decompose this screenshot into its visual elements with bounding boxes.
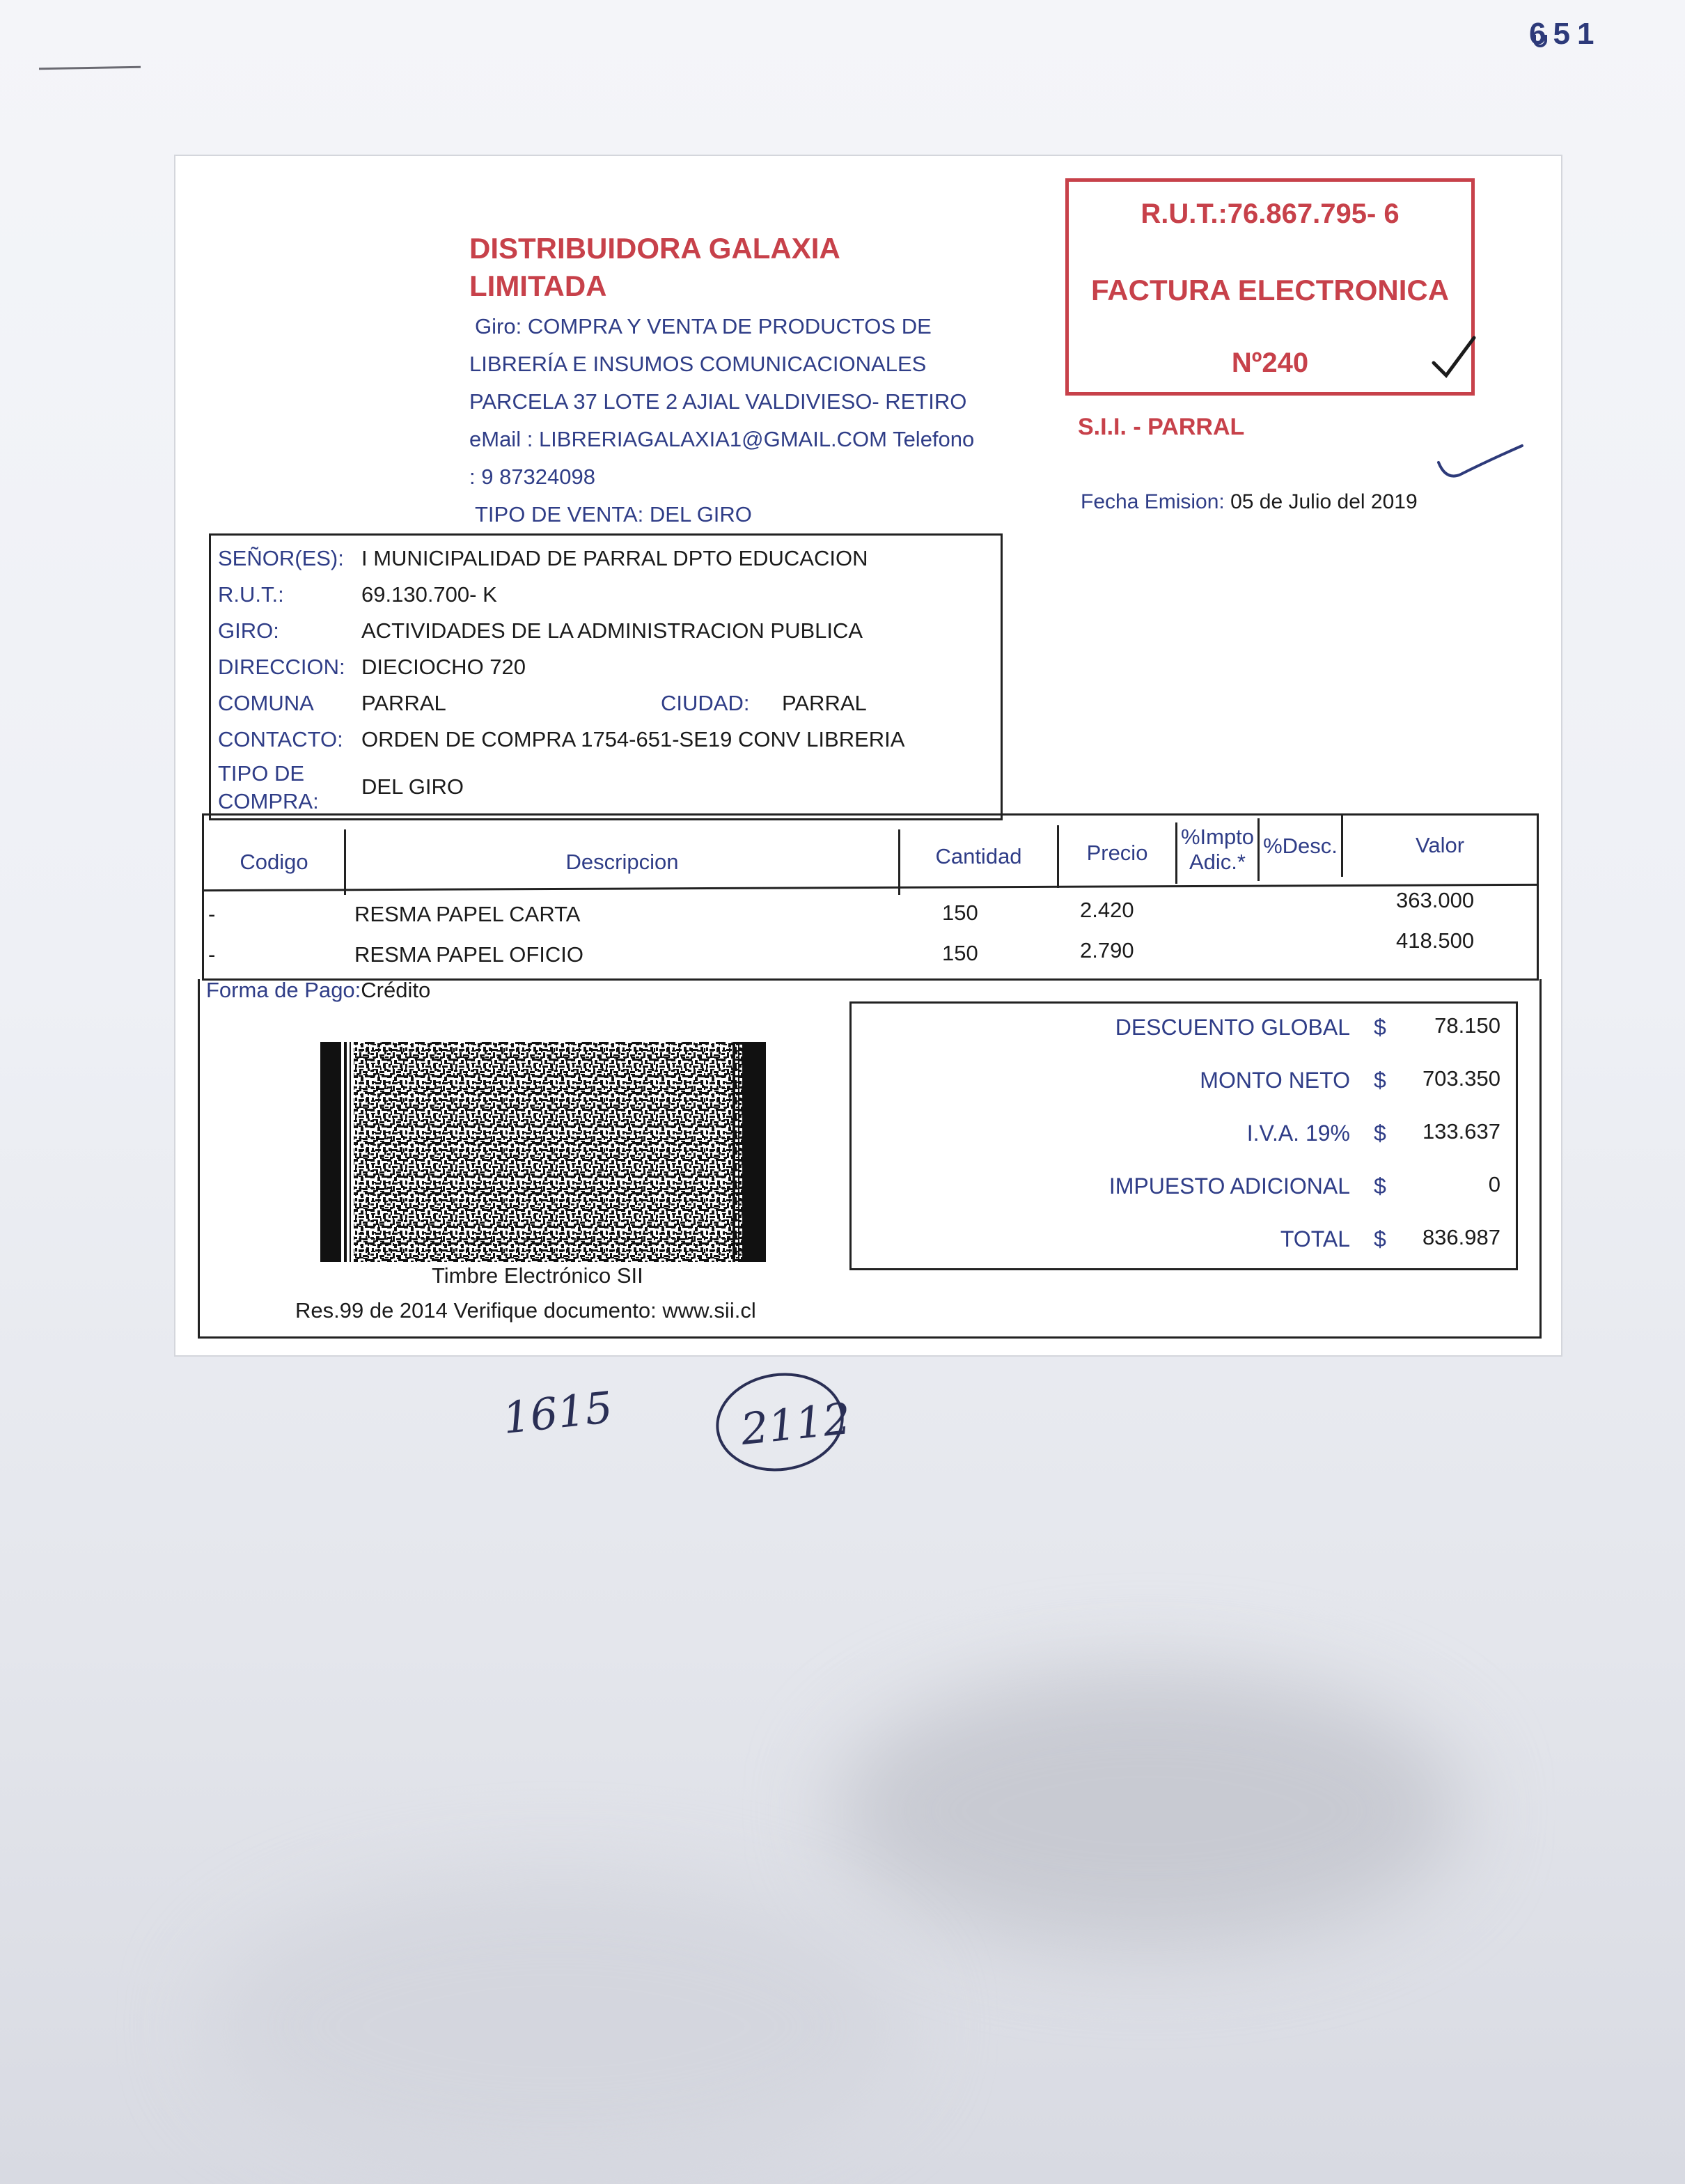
row-valor: 418.500 — [1396, 928, 1475, 953]
email-value: LIBRERIAGALAXIA1@GMAIL.COM — [538, 427, 887, 451]
row-valor: 363.000 — [1396, 888, 1475, 912]
totals-box — [849, 1001, 1518, 1270]
stamp-verify: Res.99 de 2014 Verifique documento: www.sii.cl — [295, 1298, 756, 1323]
tipo-compra-label-2: COMPRA: — [218, 789, 319, 813]
row-descripcion: RESMA PAPEL CARTA — [354, 902, 581, 926]
comuna-label: COMUNA — [218, 691, 314, 715]
total-label: TOTAL — [1280, 1226, 1350, 1251]
issuer-block — [469, 230, 840, 305]
header-impto-2: Adic.* — [1189, 850, 1246, 874]
client-giro-label: GIRO: — [218, 618, 279, 643]
corner-number: 651 — [1529, 17, 1601, 51]
handwritten-note-1: 1615 — [500, 1381, 616, 1444]
issuer-details — [469, 308, 974, 533]
issuer-address: PARCELA 37 LOTE 2 AJIAL VALDIVIESO- RETIRO — [469, 389, 967, 414]
row-precio: 2.420 — [1080, 898, 1134, 922]
neto-value: 703.350 — [1422, 1066, 1500, 1091]
tipo-compra-label — [218, 760, 319, 816]
header-precio: Precio — [1059, 822, 1177, 884]
date-value: 05 de Julio del 2019 — [1230, 490, 1418, 513]
descuento-label: DESCUENTO GLOBAL — [1115, 1015, 1350, 1040]
direccion-value: DIECIOCHO 720 — [361, 655, 526, 679]
document-number: Nº240 — [1231, 348, 1309, 378]
payment-value: Crédito — [361, 978, 431, 1002]
impuesto-value: 0 — [1488, 1172, 1500, 1196]
row-precio: 2.790 — [1080, 938, 1134, 962]
row-cantidad: 150 — [942, 941, 978, 965]
tipo-compra-label-1: TIPO DE — [218, 761, 305, 786]
handwritten-note-2: 2112 — [738, 1392, 854, 1456]
date-label: Fecha Emision: — [1081, 490, 1225, 513]
shadow-decor — [209, 1880, 905, 2173]
total-value: 836.987 — [1422, 1225, 1500, 1249]
contacto-label: CONTACTO: — [218, 727, 343, 751]
currency-symbol: $ — [1374, 1121, 1386, 1146]
phone-value: : 9 87324098 — [469, 465, 596, 489]
header-cantidad: Cantidad — [900, 825, 1059, 888]
header-descripcion: Descripcion — [346, 829, 900, 895]
row-codigo: - — [208, 942, 216, 967]
items-table — [202, 813, 1539, 981]
invoice-page — [174, 155, 1562, 1357]
payment-row — [206, 978, 430, 1003]
neto-label: MONTO NETO — [1200, 1068, 1350, 1093]
giro-label: Giro: — [475, 314, 522, 338]
header-valor: Valor — [1415, 833, 1465, 857]
tipo-compra-value: DEL GIRO — [361, 774, 464, 799]
payment-label: Forma de Pago: — [206, 978, 361, 1002]
header-desc: %Desc. — [1260, 816, 1343, 877]
row-cantidad: 150 — [942, 900, 978, 925]
sale-type-value: DEL GIRO — [649, 502, 752, 526]
iva-label: I.V.A. 19% — [1246, 1121, 1350, 1146]
electronic-stamp-barcode — [320, 1042, 766, 1262]
document-id-box — [1065, 178, 1475, 396]
sale-type-label: TIPO DE VENTA: — [475, 502, 644, 526]
document-type: FACTURA ELECTRONICA — [1090, 274, 1450, 306]
senor-label: SEÑOR(ES): — [218, 546, 344, 570]
senor-value: I MUNICIPALIDAD DE PARRAL DPTO EDUCACION — [361, 546, 868, 570]
descuento-value: 78.150 — [1434, 1013, 1500, 1038]
iva-value: 133.637 — [1422, 1119, 1500, 1144]
ciudad-value: PARRAL — [782, 691, 867, 715]
client-box — [209, 533, 1003, 820]
header-impto-1: %Impto — [1180, 825, 1255, 849]
row-descripcion: RESMA PAPEL OFICIO — [354, 942, 584, 967]
client-giro-value: ACTIVIDADES DE LA ADMINISTRACION PUBLICA — [361, 618, 863, 643]
currency-symbol: $ — [1374, 1226, 1386, 1251]
giro-line2: LIBRERÍA E INSUMOS COMUNICACIONALES — [469, 352, 927, 376]
stamp-caption: Timbre Electrónico SII — [432, 1263, 643, 1288]
check-mark-icon — [1429, 334, 1478, 382]
phone-label: Telefono — [893, 427, 975, 451]
header-impto — [1177, 818, 1260, 881]
check-mark-icon — [1432, 442, 1529, 490]
row-codigo: - — [208, 902, 216, 926]
client-rut-value: 69.130.700- K — [361, 582, 497, 607]
shadow-decor — [836, 1671, 1462, 1950]
company-name-line2: LIMITADA — [469, 270, 607, 302]
company-name-line1: DISTRIBUIDORA GALAXIA — [469, 232, 840, 265]
comuna-value: PARRAL — [361, 691, 446, 715]
giro-line1: COMPRA Y VENTA DE PRODUCTOS DE — [527, 314, 932, 338]
contacto-value: ORDEN DE COMPRA 1754-651-SE19 CONV LIBRERIA — [361, 727, 905, 751]
currency-symbol: $ — [1374, 1173, 1386, 1199]
document-rut: R.U.T.:76.867.795- 6 — [1141, 198, 1400, 229]
currency-symbol: $ — [1374, 1068, 1386, 1093]
ciudad-label: CIUDAD: — [661, 691, 750, 715]
direccion-label: DIRECCION: — [218, 655, 345, 679]
header-codigo: Codigo — [204, 829, 346, 895]
client-rut-label: R.U.T.: — [218, 582, 284, 607]
emission-date-row — [1081, 490, 1418, 514]
pen-mark — [39, 66, 141, 70]
sii-office: S.I.I. - PARRAL — [1078, 414, 1245, 440]
impuesto-label: IMPUESTO ADICIONAL — [1108, 1173, 1350, 1199]
currency-symbol: $ — [1374, 1015, 1386, 1040]
email-label: eMail : — [469, 427, 533, 451]
